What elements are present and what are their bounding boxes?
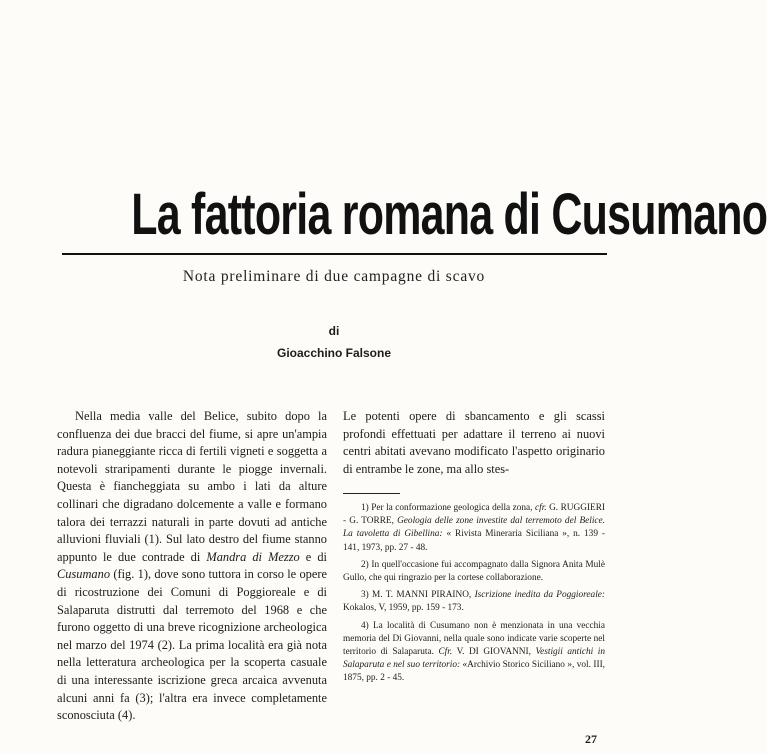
footnote-3 <box>343 589 605 615</box>
footnote-text: V. DI GIOVANNI, <box>452 647 536 658</box>
page-number: 27 <box>585 732 597 746</box>
footnote-text: 1) Per la conformazione geologica della zona, <box>361 503 535 513</box>
footnote-2: 2) In quell'occasione fui accompagnato dalla Signora Anita Mulè Gullo, che qui ringrazio per la cortese collaborazione. <box>343 559 605 584</box>
footnote-italic: cfr. <box>534 503 547 513</box>
article-title: La fattoria romana di Cusumano <box>131 182 767 247</box>
article-subtitle: Nota preliminare di due campagne di scavo <box>182 268 486 285</box>
footnote-text: Kokalos, V, 1959, pp. 159 - 173. <box>343 603 464 614</box>
body-column-right <box>343 408 605 478</box>
body-paragraph <box>57 408 327 725</box>
footnote-text: 4) La località di Cusumano non è menzionata in una vecchia memoria del Di Giovanni, nella quale sono indicate varie scoperte nel territorio di Salaparuta. <box>343 620 605 658</box>
footnote-italic: Cfr. <box>438 647 453 658</box>
place-name-italic: Mandra di Mezzo <box>206 549 300 564</box>
byline-di: di <box>328 324 340 338</box>
footnote-italic: Iscrizione inedita da Poggioreale: <box>474 590 606 601</box>
footnote-italic: Vestigii antichi in Salaparuta e nel suo territorio: <box>343 647 605 671</box>
body-text: (fig. 1), dove sono tuttora in corso le opere di ricostruzione dei Comuni di Poggioreale e di Salaparuta distrutti dal terremoto del 1968 e che furono oggetto di una breve ricognizione archeologica nel marzo del 1974 (2). La prima località era già nota nella letteratura archeologica per la scoperta casuale di una interessante iscrizione greca arcaica avvenuta alcuni anni fa (3); l'altra era invece completamente sconosciuta (4). <box>57 567 327 723</box>
footnote-text: 3) M. T. MANNI PIRAINO, <box>361 590 475 601</box>
footnotes <box>343 502 605 690</box>
footnote-italic: Geologia delle zone investite dal terremoto del Belice. La tavoletta di Gibellina: <box>343 516 605 540</box>
footnote-text: G. RUGGIERI - G. TORRE, <box>343 503 606 527</box>
body-text: e di <box>299 549 328 564</box>
footnote-separator <box>343 493 400 494</box>
footnote-text: «Archivio Storico Siciliano », vol. III, 1875, pp. 2 - 45. <box>343 660 605 684</box>
footnote-4 <box>343 620 605 686</box>
body-paragraph: Le potenti opere di sbancamento e gli scassi profondi effettuati per adattare il terreno ai nuovi centri abitati avevano modificato l'aspetto originario di entrambe le zone, ma allo stes- <box>343 409 605 476</box>
footnote-1 <box>343 502 605 555</box>
footnote-text: « Rivista Mineraria Siciliana », n. 139 - 141, 1973, pp. 27 - 48. <box>343 529 605 553</box>
body-column-left <box>57 408 327 725</box>
title-underline <box>62 253 607 255</box>
place-name-italic: Cusumano <box>57 567 111 582</box>
body-text: Nella media valle del Belice, subito dopo la confluenza dei due bracci del fiume, si apre un'ampia radura pianeggiante ricca di fertili vigneti e soggetta a notevoli straripamenti durante le piogge invernali. Questa è fiancheggiata su ambo i lati da alture collinari che digradano dolcemente a valle e formano talora dei terrazzi naturali in parte dovuti ad antiche alluvioni fluviali (1). Sul lato destro del fiume stanno appunto le due contrade di <box>57 409 327 564</box>
author-name: Gioacchino Falsone <box>276 346 392 360</box>
